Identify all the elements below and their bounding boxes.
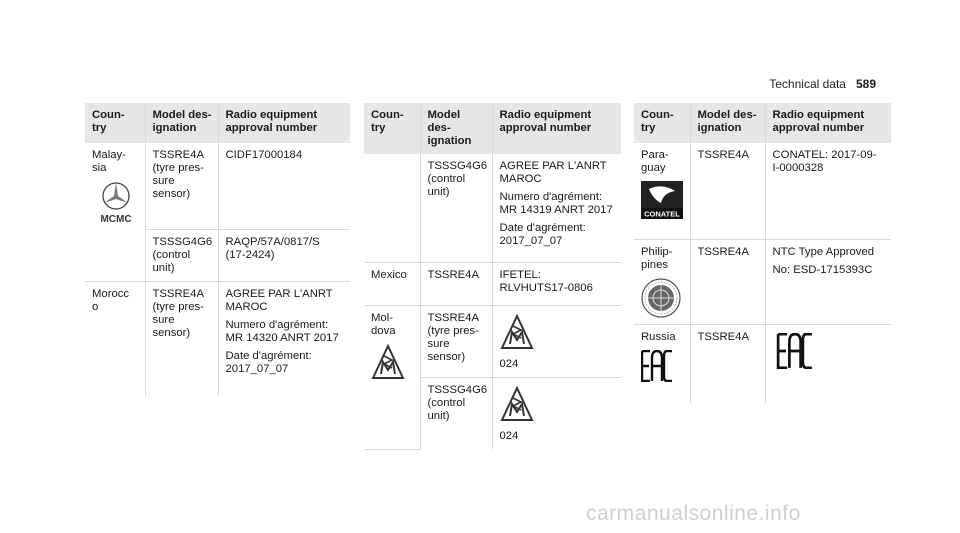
- country-philippines: Philip- pines: [634, 240, 690, 325]
- model-malaysia-1: TSSRE4A (tyre pres- sure sensor): [145, 143, 218, 230]
- header-country: Coun- try: [634, 103, 690, 143]
- header-model: Model des- ignation: [420, 103, 492, 154]
- model-moldova-1: TSSRE4A (tyre pres- sure sensor): [420, 306, 492, 378]
- model-malaysia-2: TSSSG4G6 (control unit): [145, 230, 218, 282]
- approval-morocco-2: AGREE PAR L'ANRT MAROC Numero d'agrément: MR 14319 ANRT 2017 Date d'agrément: 2017_07_07: [492, 154, 621, 263]
- svg-text:MCMC: MCMC: [100, 214, 132, 225]
- table-header-row: [85, 103, 350, 143]
- header-model: Model des- ignation: [145, 103, 218, 143]
- country-morocco-cont: [364, 154, 420, 263]
- watermark: carmanualsonline.info: [586, 502, 801, 525]
- model-russia: TSSRE4A: [690, 325, 765, 404]
- header-approval: Radio equipment approval number: [492, 103, 621, 154]
- model-moldova-2: TSSSG4G6 (control unit): [420, 378, 492, 450]
- approval-mexico: IFETEL: RLVHUTS17-0806: [492, 263, 621, 306]
- header-approval: Radio equipment approval number: [765, 103, 891, 143]
- conatel-logo-icon: [641, 181, 683, 219]
- mcmc-logo-icon: [92, 181, 140, 225]
- table-row: [85, 282, 350, 397]
- ntc-seal-icon: [641, 278, 681, 318]
- header-approval: Radio equipment approval number: [218, 103, 350, 143]
- moldova-conformity-mark-icon: [500, 314, 534, 352]
- country-moldova: Mol- dova: [364, 306, 420, 450]
- moldova-conformity-mark-icon: [371, 344, 405, 382]
- approval-moldova-1: 024: [492, 306, 621, 378]
- country-paraguay: Para- guay CONATEL: [634, 143, 690, 240]
- approval-table-1: [85, 103, 350, 396]
- approval-philippines: NTC Type Approved No: ESD-1715393C: [765, 240, 891, 325]
- model-morocco-2: TSSSG4G6 (control unit): [420, 154, 492, 263]
- table-row: [364, 154, 621, 263]
- approval-malaysia-1: CIDF17000184: [218, 143, 350, 230]
- table-header-row: [364, 103, 621, 154]
- model-paraguay: TSSRE4A: [690, 143, 765, 240]
- eac-mark-icon: [641, 350, 673, 382]
- header-country: Coun- try: [85, 103, 145, 143]
- moldova-conformity-mark-icon: [500, 386, 534, 424]
- approval-paraguay: CONATEL: 2017-09- I-0000328: [765, 143, 891, 240]
- section-title: Technical data: [769, 77, 846, 91]
- approval-moldova-2: 024: [492, 378, 621, 450]
- approval-morocco-1: AGREE PAR L'ANRT MAROC Numero d'agrément: MR 14320 ANRT 2017 Date d'agrément: 2017_07_07: [218, 282, 350, 397]
- approval-table-2: [364, 103, 621, 450]
- country-morocco: Morocc o: [92, 288, 130, 313]
- page-number: 589: [855, 77, 876, 91]
- header-model: Model des- ignation: [690, 103, 765, 143]
- table-row: [634, 325, 891, 404]
- eac-mark-icon: [773, 333, 817, 369]
- table-row: [85, 143, 350, 230]
- approval-table-3: [634, 103, 891, 403]
- country-malaysia: Malay- sia MCMC: [85, 143, 145, 282]
- table-row: [634, 143, 891, 240]
- model-morocco-1: TSSRE4A (tyre pres- sure sensor): [145, 282, 218, 397]
- page-header: [769, 77, 876, 91]
- model-mexico: TSSRE4A: [420, 263, 492, 306]
- svg-text:CONATEL: CONATEL: [644, 209, 680, 219]
- table-header-row: [634, 103, 891, 143]
- country-russia: Russia: [634, 325, 690, 404]
- country-mexico: Mexico: [364, 263, 420, 306]
- table-row: [634, 240, 891, 325]
- approval-russia: [765, 325, 891, 404]
- approval-malaysia-2: RAQP/57A/0817/S (17-2424): [218, 230, 350, 282]
- model-philippines: TSSRE4A: [690, 240, 765, 325]
- table-row: [364, 306, 621, 378]
- table-row: [364, 263, 621, 306]
- header-country: Coun- try: [364, 103, 420, 154]
